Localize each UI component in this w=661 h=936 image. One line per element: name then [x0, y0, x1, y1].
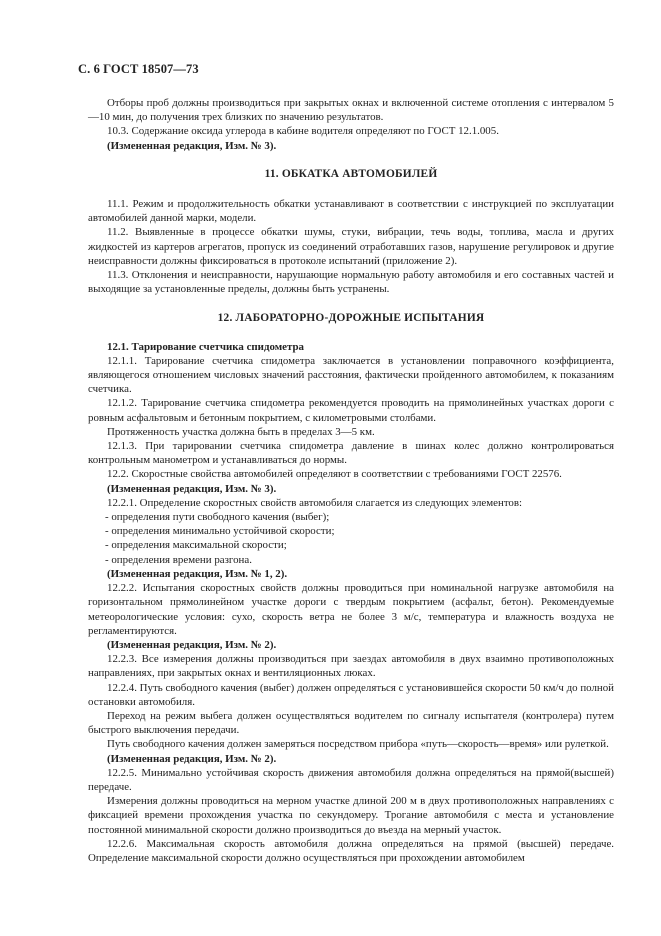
paragraph: Переход на режим выбега должен осуществляться водителем по сигналу испытателя (контролера) путем быстрого выключения передачи.: [88, 709, 614, 737]
list-item: - определения времени разгона.: [105, 553, 252, 566]
list-item: - определения пути свободного качения (выбег);: [105, 511, 330, 524]
subsection-heading: 12.1. Тарирование счетчика спидометра: [107, 340, 304, 353]
paragraph: 10.3. Содержание оксида углерода в кабине водителя определяют по ГОСТ 12.1.005.: [107, 125, 499, 138]
paragraph: Измерения должны проводиться на мерном участке длиной 200 м в двух противоположных направлениях с фиксацией времени прохождения участка по секундомеру. Трогание автомобиля с места и установление постоянной минимальной скорости должно производиться до въезда на мерный участок.: [88, 795, 614, 836]
paragraph: 12.2.6. Максимальная скорость автомобиля должна определяться на прямой (высшей) передаче. Определение максимальной скорости должно осуществляться при прохождении автомобилем: [88, 837, 614, 864]
list-item: - определения минимально устойчивой скорости;: [105, 525, 335, 538]
paragraph: 12.1.1. Тарирование счетчика спидометра заключается в установлении поправочного коэффициента, являющегося отношением числовых значений расстояния, фактически пройденного автомобилем, к показаниям счетчика.: [88, 354, 614, 396]
section-heading-11: 11. ОБКАТКА АВТОМОБИЛЕЙ: [264, 167, 438, 180]
paragraph: 11.1. Режим и продолжительность обкатки устанавливают в соответствии с инструкцией по эксплуатации автомобилей данной марки, модели.: [88, 198, 614, 225]
paragraph: Путь свободного качения должен замеряться посредством прибора «путь—скорость—время» или рулеткой.: [107, 738, 609, 751]
paragraph: 12.2.2. Испытания скоростных свойств должны проводиться при номинальной нагрузке автомобиля на горизонтальном прямолинейном участке дороги с твердым покрытием (асфальт, бетон). Рекомендуемые метеорологические условия: сухо, скорость ветра не более 3 м/с, температура и влажность воздуха не регламентируются.: [88, 582, 614, 637]
amendment-note: (Измененная редакция, Изм. № 3).: [107, 482, 277, 495]
section-heading-12: 12. ЛАБОРАТОРНО-ДОРОЖНЫЕ ИСПЫТАНИЯ: [217, 312, 485, 325]
paragraph: 11.3. Отклонения и неисправности, нарушающие нормальную работу автомобиля и его составных частей и выходящие за установленные пределы, должны быть устранены.: [88, 269, 614, 296]
amendment-note: (Измененная редакция, Изм. № 3).: [107, 139, 277, 152]
amendment-note: (Измененная редакция, Изм. № 2).: [107, 638, 277, 651]
page-header: С. 6 ГОСТ 18507—73: [78, 62, 199, 76]
document-body: [88, 96, 614, 865]
paragraph: 12.1.3. При тарировании счетчика спидометра давление в шинах колес должно контролироваться контрольным манометром и устанавливаться до нормы.: [88, 440, 614, 467]
list-item: - определения максимальной скорости;: [105, 539, 287, 552]
paragraph: Протяженность участка должна быть в пределах 3—5 км.: [107, 425, 375, 438]
paragraph: 12.2. Скоростные свойства автомобилей определяют в соответствии с требованиями ГОСТ 22576.: [107, 468, 562, 481]
paragraph: 12.2.3. Все измерения должны производиться при заездах автомобиля в двух взаимно противоположных направлениях, при закрытых окнах и вентиляционных люках.: [88, 653, 614, 680]
paragraph: 12.2.1. Определение скоростных свойств автомобиля слагается из следующих элементов:: [107, 496, 523, 509]
paragraph: 12.1.2. Тарирование счетчика спидометра рекомендуется проводить на прямолинейных участках дороги с ровным асфальтовым и бетонным покрытием, с километровыми столбами.: [88, 397, 614, 424]
paragraph: 12.2.4. Путь свободного качения (выбег) должен определяться с установившейся скорости 50 км/ч до полной остановки автомобиля.: [88, 681, 614, 708]
paragraph: 12.2.5. Минимально устойчивая скорость движения автомобиля должна определяться на прямой(высшей) передаче.: [88, 766, 614, 793]
paragraph: 11.2. Выявленные в процессе обкатки шумы, стуки, вибрации, течь воды, топлива, масла и других жидкостей из картеров агрегатов, пропуск из соединений отработавших газов, нарушение регулировок и другие неисправности должны фиксироваться в протоколе испытаний (приложение 2).: [88, 226, 614, 267]
paragraph: Отборы проб должны производиться при закрытых окнах и включенной системе отопления с интервалом 5—10 мин, до получения трех близких по значению результатов.: [88, 97, 614, 124]
amendment-note: (Измененная редакция, Изм. № 2).: [107, 752, 277, 765]
amendment-note: (Измененная редакция, Изм. № 1, 2).: [107, 567, 288, 580]
